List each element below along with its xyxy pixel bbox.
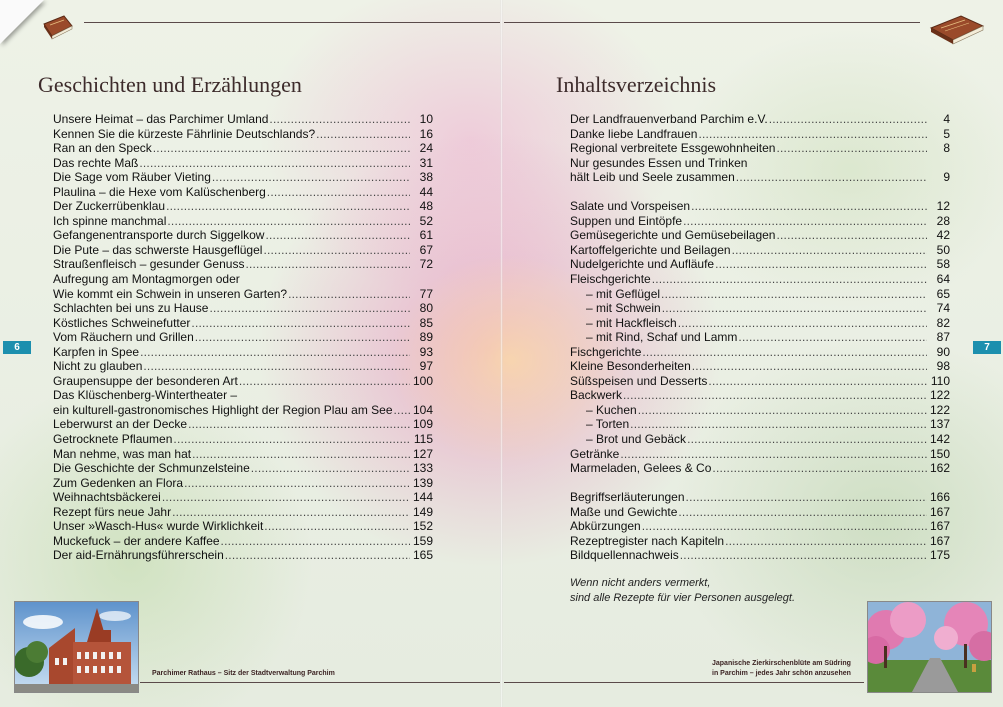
photo-caption: Parchimer Rathaus – Sitz der Stadtverwaltung Parchim [152,670,335,677]
toc-entry-page: 61 [419,228,433,243]
toc-leader-dots [691,199,927,214]
toc-leader-dots [715,257,927,272]
toc-entry-page: 89 [419,330,433,345]
toc-entry-title: Nur gesundes Essen und Trinken [570,155,748,170]
toc-leader-dots [623,388,927,403]
toc-entry-title: Ran an den Speck [53,141,152,156]
toc-entry-page: 159 [412,533,433,548]
toc-entry[interactable] [53,199,433,214]
toc-entry-page: 67 [419,242,433,257]
toc-entry-title: Straußenfleisch – gesunder Genuss [53,257,245,272]
toc-entry-page: 166 [929,490,950,505]
toc-entry-page: 122 [929,388,950,403]
toc-entry-title: Köstliches Schweinefutter [53,315,191,330]
toc-entry-title: Der aid-Ernährungsführerschein [53,548,224,563]
toc-entry[interactable] [570,243,950,258]
toc-entry-title: Nudelgerichte und Aufläufe [570,257,715,272]
toc-entry-title: Nicht zu glauben [53,359,143,374]
toc-list [53,112,433,563]
toc-entry[interactable] [570,490,950,505]
toc-entry[interactable] [53,476,433,491]
header-rule [84,22,500,23]
toc-entry[interactable] [570,359,950,374]
toc-entry[interactable] [53,359,433,374]
recipe-note-line: Wenn nicht anders vermerkt, [570,577,711,589]
toc-entry-title: Vom Räuchern und Grillen [53,330,194,345]
right-page [502,0,1003,707]
toc-leader-dots [661,287,927,302]
toc-entry[interactable] [570,345,950,360]
toc-entry[interactable] [570,112,950,127]
toc-entry-page: 133 [412,461,433,476]
toc-entry-page: 16 [419,126,433,141]
toc-entry-page: 65 [936,286,950,301]
toc-leader-dots [267,185,410,200]
toc-entry-page: 100 [412,373,433,388]
toc-entry-page: 28 [936,213,950,228]
toc-entry-title: Die Sage vom Räuber Vieting [53,170,211,185]
toc-entry[interactable] [570,388,950,403]
toc-leader-dots [642,345,927,360]
toc-entry[interactable] [53,257,433,272]
toc-entry-page: 175 [929,548,950,563]
toc-leader-dots [769,112,927,127]
toc-entry[interactable] [570,272,950,287]
toc-entry-page: 85 [419,315,433,330]
recipe-note-line: sind alle Rezepte für vier Personen ausgelegt. [570,592,796,604]
photo-caption [712,659,851,678]
toc-entry-page: 87 [936,330,950,345]
toc-entry[interactable] [53,127,433,142]
toc-entry-title: Getränke [570,446,620,461]
toc-entry[interactable] [53,112,433,127]
toc-leader-dots [316,127,410,142]
toc-leader-dots [143,359,410,374]
toc-entry-page: 162 [929,461,950,476]
toc-entry-page: 8 [943,141,950,156]
toc-entry-page: 52 [419,213,433,228]
toc-entry-page: 44 [419,184,433,199]
toc-entry-title: Suppen und Eintöpfe [570,213,683,228]
toc-entry-title: Das Klüschenberg-Wintertheater – [53,388,238,403]
toc-entry[interactable] [570,417,950,432]
toc-entry-page: 109 [412,417,433,432]
toc-leader-dots [195,330,410,345]
toc-entry[interactable] [570,447,950,462]
toc-entry[interactable] [570,257,950,272]
toc-entry-page: 110 [930,373,950,388]
footer-rule [504,682,864,683]
toc-entry-title: – mit Geflügel [586,286,661,301]
toc-leader-dots [209,301,410,316]
toc-leader-dots [687,432,927,447]
photo-caption-line: Japanische Zierkirschenblüte am Südring [712,660,851,667]
toc-entry-title: Salate und Vorspeisen [570,199,691,214]
toc-entry[interactable] [570,519,950,534]
toc-leader-dots [191,316,410,331]
toc-entry-title: Bildquellennachweis [570,548,679,563]
toc-leader-dots [173,432,410,447]
toc-entry-page: 72 [419,257,433,272]
toc-entry-title: – Kuchen [586,402,637,417]
page-title: Inhaltsverzeichnis [556,72,717,97]
toc-entry[interactable] [53,490,433,505]
toc-entry-title: Zum Gedenken an Flora [53,475,184,490]
page-curl[interactable] [0,0,44,44]
toc-entry-title: – mit Hackfleisch [586,315,677,330]
toc-entry-page: 80 [419,301,433,316]
toc-entry-title: – Brot und Gebäck [586,432,687,447]
toc-entry-title: Gefangenentransporte durch Siggelkow [53,228,265,243]
toc-entry[interactable] [53,432,433,447]
toc-entry[interactable] [570,505,950,520]
toc-entry[interactable] [53,287,433,302]
toc-entry-page: 9 [943,170,950,185]
toc-entry-page: 5 [943,126,950,141]
toc-entry-title: Getrocknete Pflaumen [53,432,173,447]
toc-entry[interactable] [53,272,433,287]
toc-entry-title: Danke liebe Landfrauen [570,126,698,141]
toc-entry-title: – Torten [586,417,630,432]
toc-leader-dots [288,287,410,302]
toc-entry-page: 31 [419,155,433,170]
toc-leader-dots [776,228,927,243]
toc-leader-dots [212,170,410,185]
toc-entry[interactable] [53,548,433,563]
toc-leader-dots [139,156,410,171]
toc-entry-title: Muckefuck – der andere Kaffee [53,533,220,548]
toc-leader-dots [776,141,927,156]
toc-entry-page: 115 [413,432,433,447]
toc-entry[interactable] [53,374,433,389]
toc-entry[interactable] [570,127,950,142]
toc-leader-dots [652,272,927,287]
toc-entry-page: 90 [936,344,950,359]
toc-entry-page: 167 [929,533,950,548]
toc-entry[interactable] [570,301,950,316]
toc-entry[interactable] [53,534,433,549]
page-number-tab: 6 [3,341,31,354]
toc-leader-dots [245,257,410,272]
toc-entry-title: Weihnachtsbäckerei [53,490,161,505]
toc-entry[interactable] [53,345,433,360]
toc-entry-page: 165 [412,548,433,563]
toc-entry-title: Unser »Wasch-Hus« wurde Wirklichkeit [53,519,264,534]
toc-entry-title: – mit Rind, Schaf und Lamm [586,330,738,345]
toc-entry-title: Karpfen in Spee [53,344,140,359]
toc-entry-title: ein kulturell-gastronomisches Highlight der Region Plau am See [53,402,393,417]
book-icon [927,8,987,48]
toc-entry[interactable] [570,534,950,549]
header-rule [504,22,920,23]
toc-entry[interactable] [53,185,433,200]
photo-caption-line: in Parchim – jedes Jahr schön anzusehen [712,669,851,677]
toc-entry[interactable] [570,228,950,243]
toc-leader-dots [630,417,927,432]
toc-entry-title: Ich spinne manchmal [53,213,167,228]
toc-leader-dots [738,330,927,345]
toc-entry-title: Süßspeisen und Desserts [570,373,708,388]
toc-entry-page: 42 [936,228,950,243]
toc-entry-title: Das rechte Maß [53,155,139,170]
toc-entry[interactable] [570,432,950,447]
toc-leader-dots [140,345,410,360]
toc-leader-dots [166,199,410,214]
toc-entry[interactable] [53,214,433,229]
toc-entry-page: 38 [419,170,433,185]
toc-entry[interactable] [53,156,433,171]
toc-entry[interactable] [53,141,433,156]
toc-leader-dots [678,505,927,520]
toc-entry[interactable] [570,170,950,185]
toc-leader-dots [251,461,410,476]
toc-entry-page: 139 [412,475,433,490]
toc-entry-title: Backwerk [570,388,623,403]
toc-leader-dots [263,243,410,258]
toc-leader-dots [264,519,410,534]
toc-leader-dots [239,374,410,389]
toc-leader-dots [167,214,410,229]
toc-leader-dots [269,112,410,127]
toc-entry-title: Man nehme, was man hat [53,446,192,461]
toc-leader-dots [172,505,410,520]
toc-leader-dots [662,301,927,316]
toc-leader-dots [188,417,410,432]
toc-leader-dots [736,170,927,185]
toc-entry-page: 74 [936,301,950,316]
toc-leader-dots [265,228,410,243]
toc-entry-page: 50 [936,242,950,257]
toc-entry-title: Die Geschichte der Schmunzelsteine [53,461,250,476]
toc-entry-title: Wie kommt ein Schwein in unseren Garten? [53,286,288,301]
toc-entry[interactable] [53,228,433,243]
toc-entry-page: 10 [419,112,433,126]
toc-list [570,112,950,563]
toc-entry-page: 64 [936,272,950,287]
toc-entry[interactable] [570,141,950,156]
toc-entry-title: Maße und Gewichte [570,504,678,519]
toc-entry-title: Der Zuckerrübenklau [53,199,166,214]
toc-entry[interactable] [53,170,433,185]
toc-leader-dots [732,243,927,258]
toc-entry-title: Leberwurst an der Decke [53,417,188,432]
toc-leader-dots [708,374,927,389]
toc-entry-page: 98 [936,359,950,374]
cherry-blossom-photo [867,601,992,693]
toc-entry-title: Die Pute – das schwerste Hausgeflügel [53,242,263,257]
toc-entry[interactable] [53,316,433,331]
toc-leader-dots [184,476,410,491]
toc-entry[interactable] [570,374,950,389]
toc-entry[interactable] [570,287,950,302]
toc-entry-page: 104 [412,402,433,417]
toc-leader-dots [221,534,410,549]
toc-entry[interactable] [53,243,433,258]
toc-entry[interactable] [570,403,950,418]
toc-entry-title: Kleine Besonderheiten [570,359,691,374]
toc-entry-page: 24 [419,141,433,156]
toc-leader-dots [686,490,927,505]
toc-entry[interactable] [53,388,433,403]
toc-leader-dots [192,447,410,462]
recipe-note [570,576,795,606]
toc-entry[interactable] [53,403,433,418]
toc-entry-title: Marmeladen, Gelees & Co [570,461,712,476]
toc-entry-title: – mit Schwein [586,301,661,316]
toc-leader-dots [683,214,927,229]
page-title: Geschichten und Erzählungen [38,72,302,97]
toc-entry-title: Aufregung am Montagmorgen oder [53,272,240,287]
toc-entry[interactable] [53,519,433,534]
toc-entry[interactable] [53,447,433,462]
toc-entry[interactable] [570,548,950,563]
toc-entry-title: Rezept fürs neue Jahr [53,504,172,519]
toc-leader-dots [394,403,410,418]
toc-entry-title: Kennen Sie die kürzeste Fährlinie Deutschlands? [53,126,316,141]
toc-entry-title: Begriffserläuterungen [570,490,685,505]
toc-entry-title: Schlachten bei uns zu Hause [53,301,209,316]
toc-entry-page: 167 [929,504,950,519]
toc-entry[interactable] [53,417,433,432]
footer-rule [140,682,500,683]
toc-leader-dots [620,447,927,462]
toc-entry[interactable] [53,330,433,345]
toc-leader-dots [225,548,410,563]
toc-entry-page: 127 [412,446,433,461]
toc-entry[interactable] [570,156,950,171]
toc-entry-title: Unsere Heimat – das Parchimer Umland [53,112,269,126]
toc-entry[interactable] [570,316,950,331]
toc-entry-page: 77 [419,286,433,301]
toc-entry[interactable] [53,461,433,476]
toc-leader-dots [692,359,927,374]
toc-entry[interactable] [570,214,950,229]
toc-entry-page: 122 [929,402,950,417]
toc-entry[interactable] [570,330,950,345]
toc-entry-page: 142 [929,432,950,447]
toc-entry-page: 82 [936,315,950,330]
toc-leader-dots [162,490,410,505]
toc-entry-page: 167 [929,519,950,534]
toc-leader-dots [638,403,927,418]
toc-leader-dots [698,127,927,142]
toc-entry-page: 48 [419,199,433,214]
toc-entry-page: 12 [936,199,950,214]
toc-entry-title: Gemüsegerichte und Gemüsebeilagen [570,228,776,243]
toc-entry-page: 97 [419,359,433,374]
toc-leader-dots [678,316,927,331]
toc-leader-dots [712,461,927,476]
toc-entry-title: Graupensuppe der besonderen Art [53,373,238,388]
toc-entry-title: Der Landfrauenverband Parchim e.V. [570,112,768,126]
toc-entry-page: 137 [929,417,950,432]
toc-entry-page: 93 [419,344,433,359]
toc-entry-title: Regional verbreitete Essgewohnheiten [570,141,776,156]
book-icon [40,10,76,40]
toc-entry[interactable] [570,461,950,476]
toc-entry-title: Fischgerichte [570,344,642,359]
toc-entry-page: 152 [412,519,433,534]
toc-leader-dots [680,548,927,563]
toc-entry-title: Fleischgerichte [570,272,651,287]
toc-leader-dots [153,141,410,156]
toc-entry-title: Abkürzungen [570,519,641,534]
toc-entry[interactable] [53,505,433,520]
toc-entry-title: hält Leib und Seele zusammen [570,170,735,185]
toc-leader-dots [725,534,927,549]
toc-entry-page: 144 [412,490,433,505]
toc-entry-title: Rezeptregister nach Kapiteln [570,533,725,548]
toc-entry[interactable] [570,199,950,214]
toc-entry-title: Kartoffelgerichte und Beilagen [570,242,731,257]
toc-entry-title: Plaulina – die Hexe vom Kalüschenberg [53,184,266,199]
town-hall-photo [14,601,139,693]
toc-entry-page: 150 [929,446,950,461]
toc-leader-dots [642,519,927,534]
toc-entry[interactable] [53,301,433,316]
toc-entry-page: 58 [936,257,950,272]
page-number-tab: 7 [973,341,1001,354]
toc-entry-page: 4 [943,112,950,126]
toc-entry-page: 149 [412,504,433,519]
